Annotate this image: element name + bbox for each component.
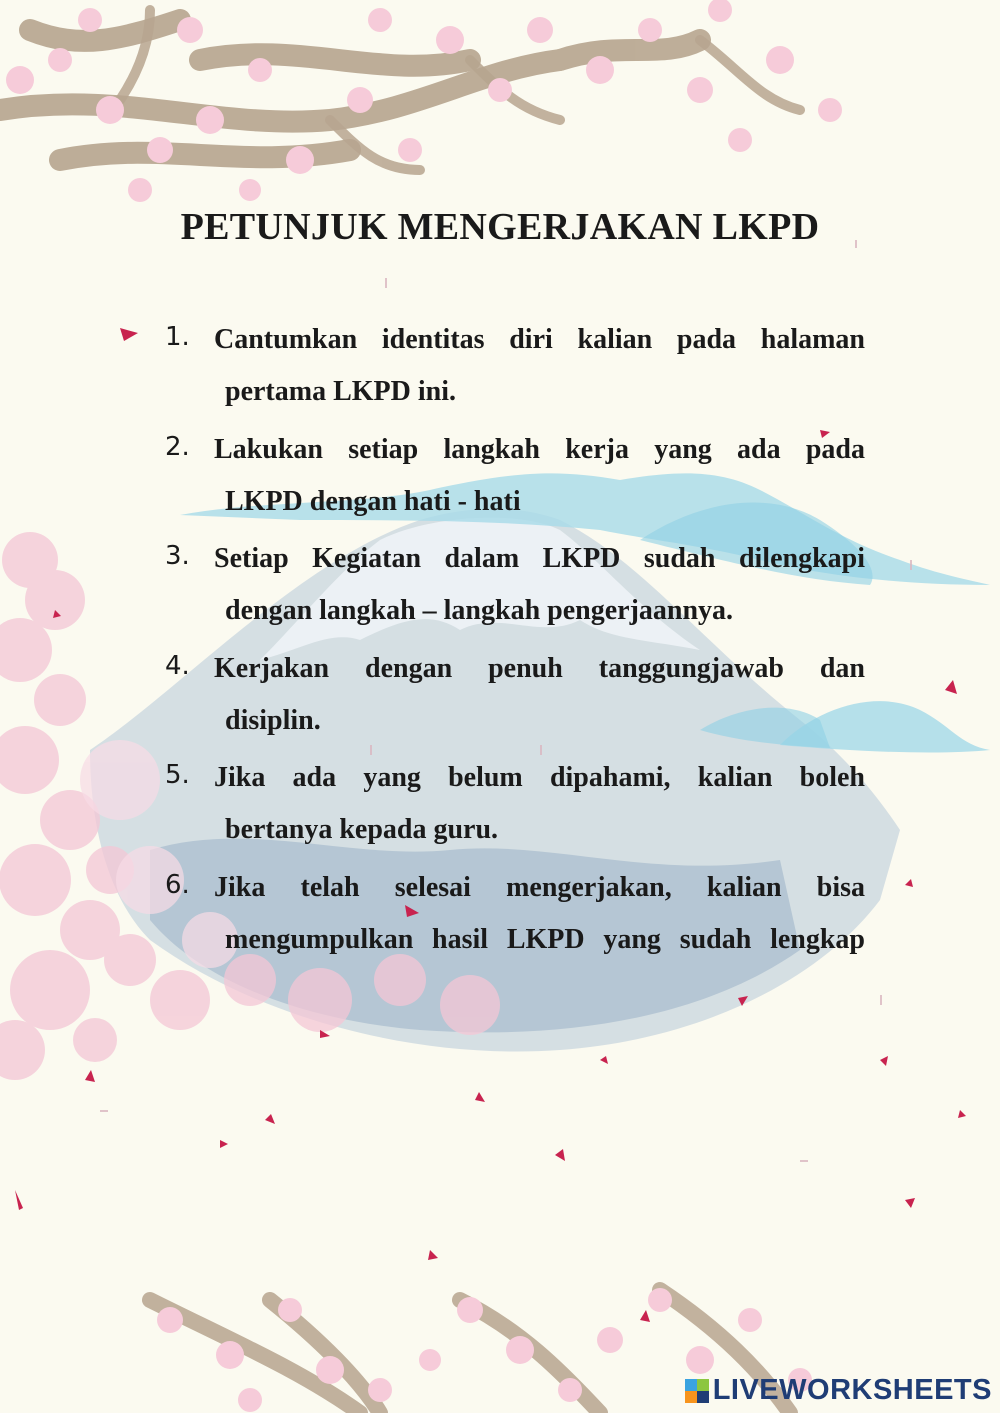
step-number: 4. [165, 650, 190, 681]
list-item [165, 647, 865, 757]
step-text: Jika ada yang belum dipahami, kalian boleh [214, 762, 865, 793]
step-text-continued: LKPD dengan hati - hati [225, 485, 521, 517]
liveworksheets-logo [685, 1374, 992, 1407]
step-text: Kerjakan dengan penuh tanggungjawab dan [214, 652, 865, 684]
step-number: 3. [165, 541, 190, 571]
list-item [165, 428, 865, 538]
page-title: PETUNJUK MENGERJAKAN LKPD [180, 206, 820, 248]
step-number: 2. [165, 431, 190, 462]
step-number: 6. [165, 869, 190, 900]
step-text-continued: pertama LKPD ini. [225, 376, 456, 407]
step-text: Setiap Kegiatan dalam LKPD sudah dilengkapi [214, 543, 865, 574]
step-text-continued: disiplin. [225, 704, 321, 736]
list-item [165, 318, 865, 428]
liveworksheets-logo-icon [685, 1379, 709, 1403]
list-item [165, 537, 865, 647]
step-text-continued: mengumpulkan hasil LKPD yang sudah lengkap [225, 923, 865, 955]
list-item [165, 756, 865, 866]
step-text-continued: dengan langkah – langkah pengerjaannya. [225, 595, 734, 626]
step-text-continued: bertanya kepada guru. [225, 814, 499, 845]
step-text: Cantumkan identitas diri kalian pada halaman [214, 324, 865, 355]
logo-text: LIVEWORKSHEETS [712, 1374, 992, 1406]
step-text: Jika telah selesai mengerjakan, kalian bisa [214, 871, 865, 903]
step-number: 1. [165, 322, 190, 352]
instruction-list [165, 318, 865, 975]
step-text: Lakukan setiap langkah kerja yang ada pada [214, 433, 865, 465]
step-number: 5. [165, 760, 190, 790]
list-item [165, 866, 865, 976]
